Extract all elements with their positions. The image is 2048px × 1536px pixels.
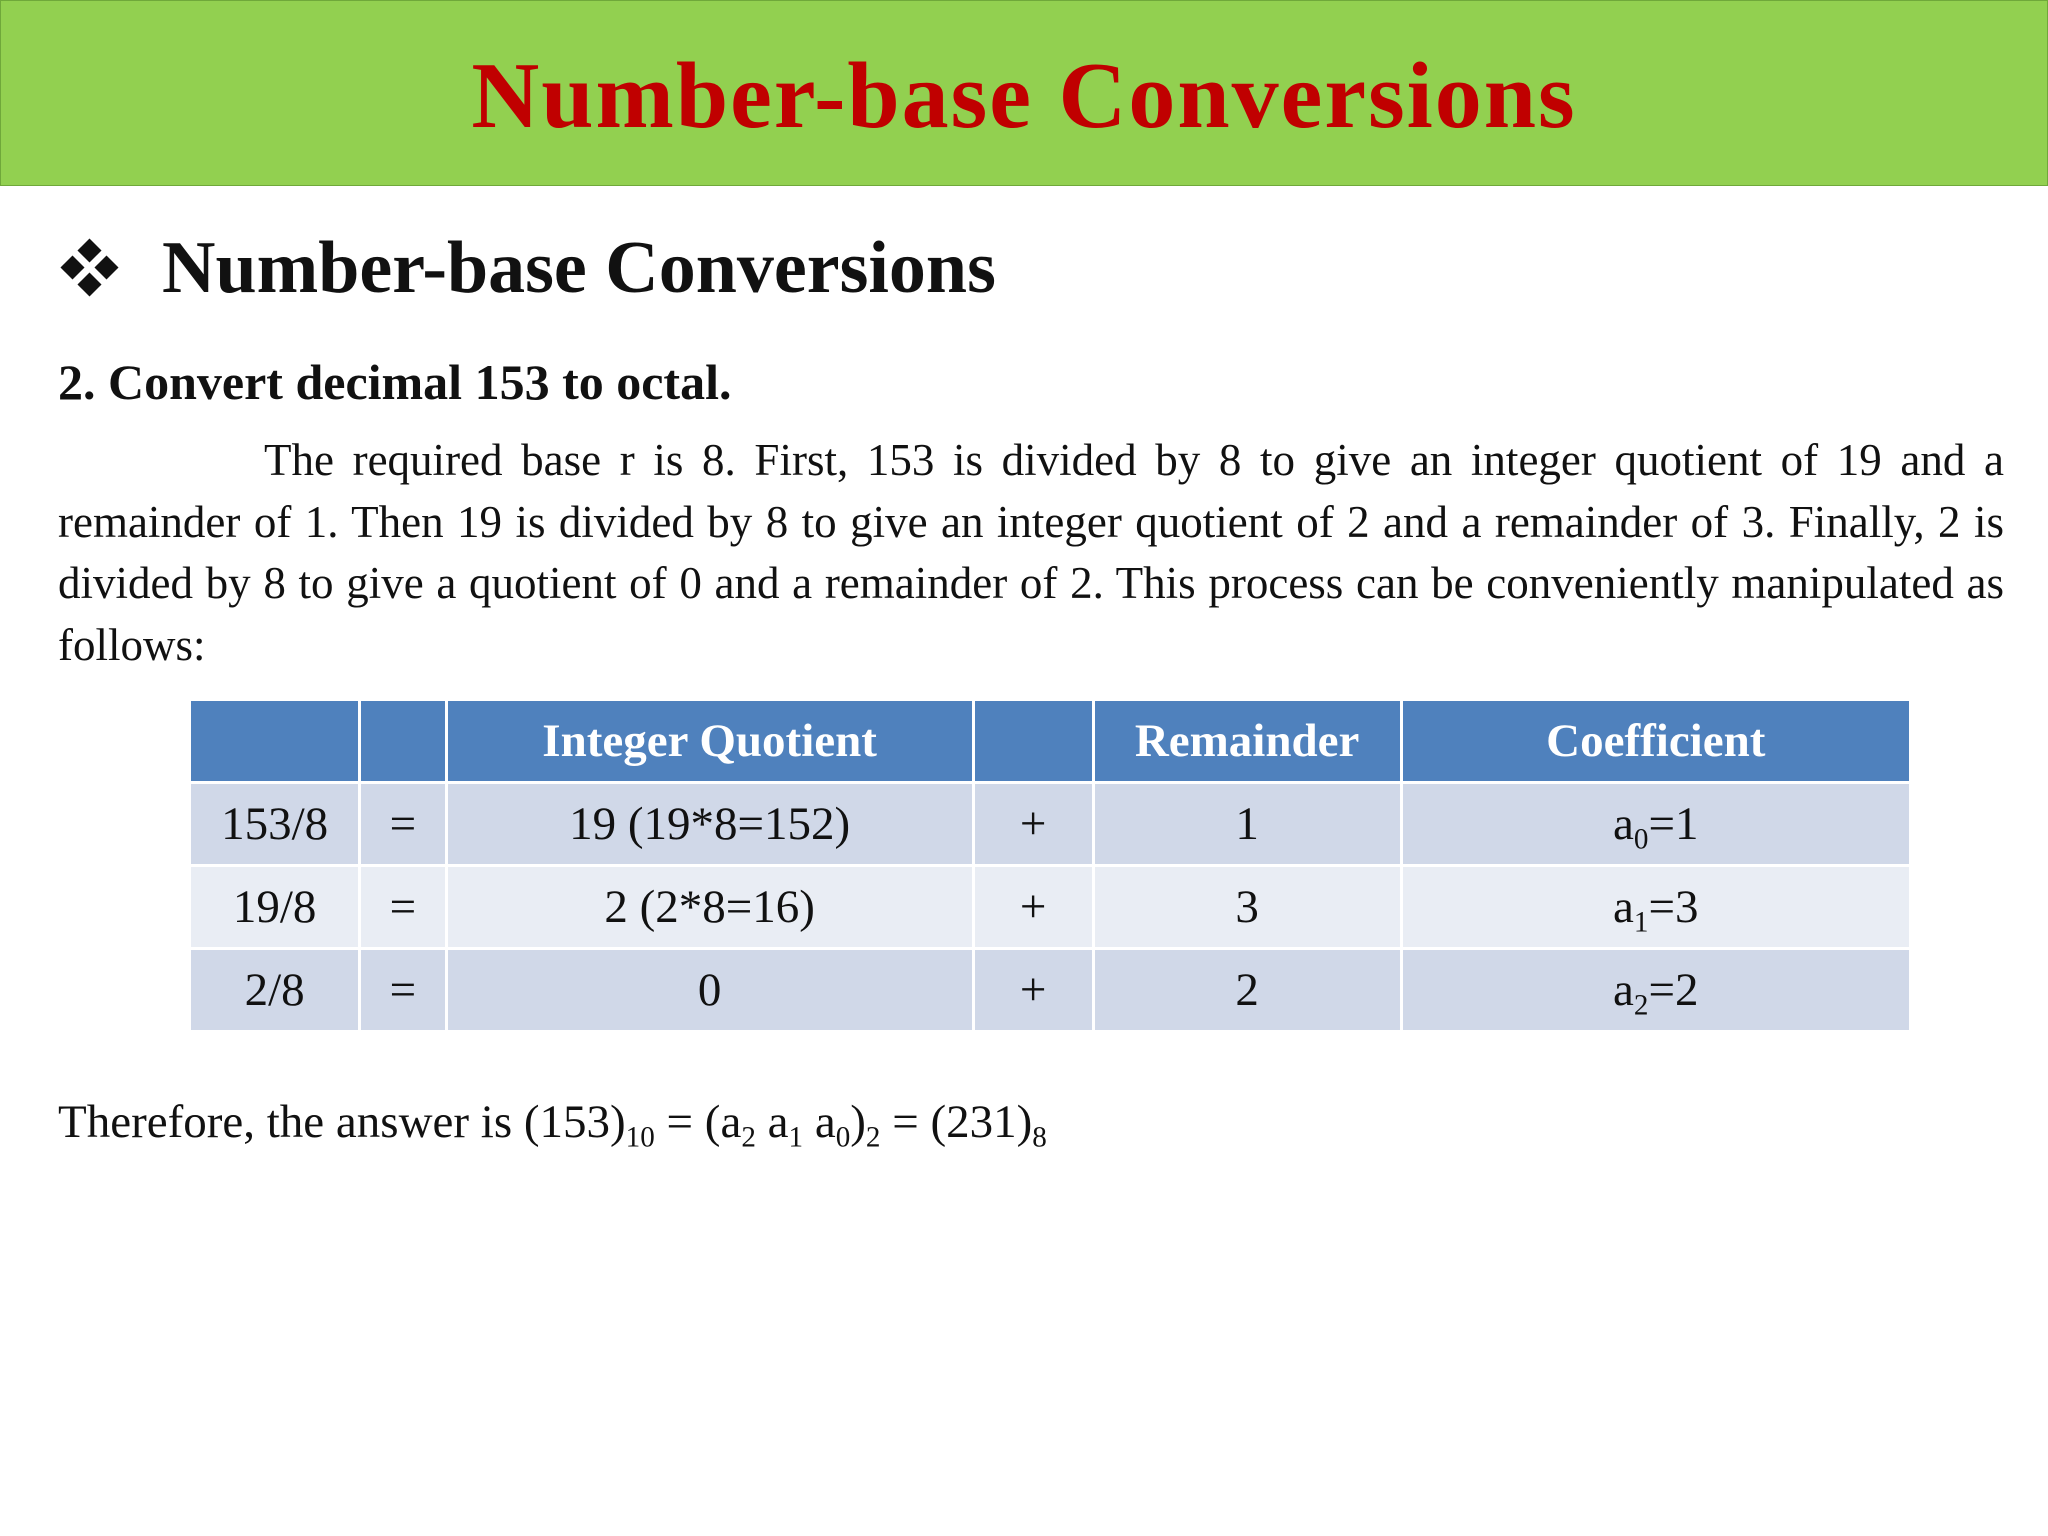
- explanation-paragraph: The required base r is 8. First, 153 is divided by 8 to give an integer quotient of 19 and a remainder of 1. Then 19 is divided by 8 to give an integer quotient of 2 and a remainder of 3. Finally, 2 is divided by 8 to give a quotient of 0 and a remainder of 2. This process can be conveniently manipulated as follows:: [58, 435, 2004, 670]
- cell-coefficient: [1401, 866, 1910, 949]
- table-row: [190, 783, 1911, 866]
- coef-index: 0: [1633, 823, 1649, 856]
- answer-part: ): [850, 1096, 866, 1148]
- cell-plus: +: [973, 783, 1093, 866]
- header-coefficient: Coefficient: [1401, 700, 1910, 783]
- cell-coefficient: [1401, 783, 1910, 866]
- base-subscript: 2: [865, 1121, 881, 1154]
- bullet-heading-row: [60, 222, 996, 314]
- cell-division: 153/8: [190, 783, 360, 866]
- four-diamond-bullet-icon: [60, 238, 120, 298]
- slide-title: Number-base Conversions: [471, 44, 1577, 148]
- section-heading: Number-base Conversions: [162, 227, 996, 309]
- header-equals: [360, 700, 446, 783]
- header-plus: [973, 700, 1093, 783]
- index-subscript: 0: [835, 1121, 851, 1154]
- answer-prefix: Therefore, the answer is (153): [58, 1096, 626, 1148]
- coef-symbol: a: [1613, 798, 1634, 850]
- cell-division: 19/8: [190, 866, 360, 949]
- header-integer-quotient: Integer Quotient: [446, 700, 973, 783]
- cell-plus: +: [973, 866, 1093, 949]
- answer-part: a: [755, 1096, 789, 1148]
- base-10-subscript: 10: [625, 1121, 655, 1154]
- coef-symbol: a: [1613, 881, 1634, 933]
- base-8-subscript: 8: [1032, 1121, 1047, 1154]
- cell-coefficient: [1401, 949, 1910, 1032]
- header-remainder: Remainder: [1093, 700, 1401, 783]
- table-row: [190, 866, 1911, 949]
- table-row: [190, 949, 1911, 1032]
- cell-division: 2/8: [190, 949, 360, 1032]
- index-subscript: 1: [788, 1121, 804, 1154]
- coef-value: =3: [1648, 881, 1699, 933]
- answer-part: a: [803, 1096, 836, 1148]
- cell-remainder: 1: [1093, 783, 1401, 866]
- conversion-table: [188, 698, 1912, 1033]
- cell-equals: =: [360, 783, 446, 866]
- cell-remainder: 3: [1093, 866, 1401, 949]
- cell-quotient: 19 (19*8=152): [446, 783, 973, 866]
- cell-plus: +: [973, 949, 1093, 1032]
- problem-statement: 2. Convert decimal 153 to octal.: [58, 354, 732, 410]
- cell-quotient: 0: [446, 949, 973, 1032]
- header-division: [190, 700, 360, 783]
- coef-value: =2: [1648, 964, 1699, 1016]
- coef-symbol: a: [1613, 964, 1634, 1016]
- coef-value: =1: [1648, 798, 1699, 850]
- answer-line: [58, 1090, 1047, 1154]
- cell-equals: =: [360, 949, 446, 1032]
- title-band: [0, 0, 2048, 186]
- answer-part: = (a: [654, 1096, 742, 1148]
- answer-part: = (231): [880, 1096, 1033, 1148]
- index-subscript: 2: [741, 1121, 756, 1154]
- table-header-row: [190, 700, 1911, 783]
- coef-index: 1: [1633, 906, 1649, 939]
- cell-remainder: 2: [1093, 949, 1401, 1032]
- cell-equals: =: [360, 866, 446, 949]
- coef-index: 2: [1633, 989, 1649, 1022]
- cell-quotient: 2 (2*8=16): [446, 866, 973, 949]
